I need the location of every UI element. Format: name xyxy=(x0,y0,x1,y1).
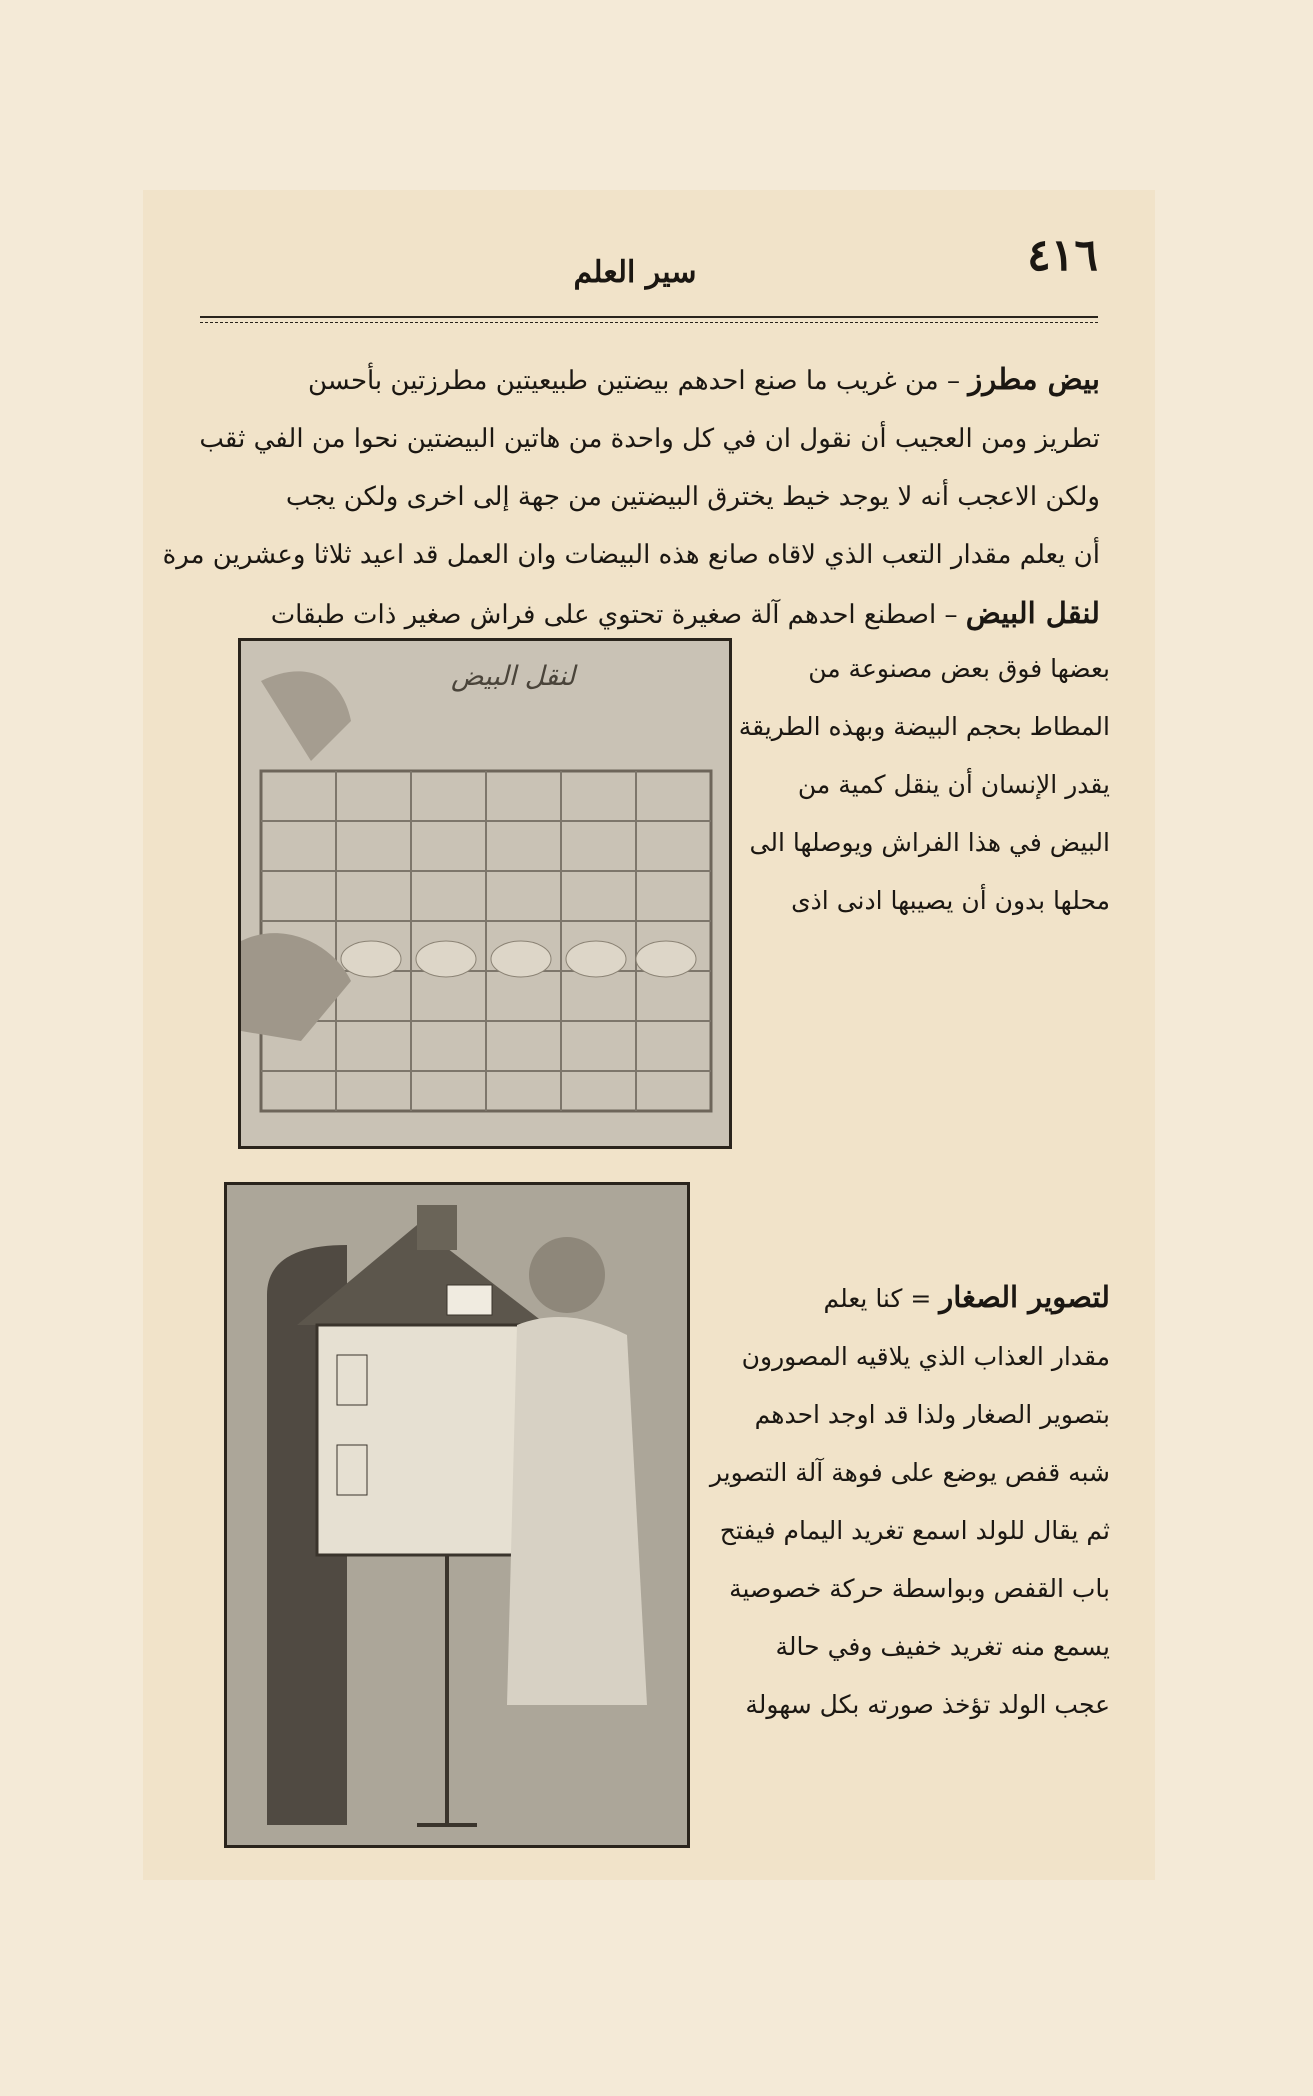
article-children-column xyxy=(709,1268,1110,1734)
article-children-line-2: مقدار العذاب الذي يلاقيه المصورون xyxy=(741,1342,1110,1371)
birdhouse-chimney xyxy=(417,1205,457,1250)
article-transport-title: لنقل البيض xyxy=(965,596,1100,630)
article-eggs xyxy=(162,350,1100,644)
egg-carrier-photo xyxy=(238,638,732,1149)
photographer-head xyxy=(529,1237,605,1313)
hand-shape-lower xyxy=(241,933,351,1041)
article-children-line-1: لتصوير الصغار = كنا يعلم xyxy=(823,1280,1110,1314)
article-transport-line-1: لنقل البيض – اصطنع احدهم آلة صغيرة تحتوي على فراش صغير ذات طبقات xyxy=(270,596,1100,630)
child-photography-photo xyxy=(224,1182,690,1848)
running-head: سير العلم xyxy=(573,255,697,290)
article-eggs-line-4: أن يعلم مقدار التعب الذي لاقاه صانع هذه البيضات وان العمل قد اعيد ثلاثا وعشرين مرة xyxy=(162,540,1100,570)
egg-carrier-photo-caption: لنقل البيض xyxy=(451,661,576,692)
article-transport-line-3: المطاط بحجم البيضة وبهذه الطريقة xyxy=(738,712,1110,741)
page-number: ٤١٦ xyxy=(1027,230,1098,281)
article-children-line-8: عجب الولد تؤخذ صورته بكل سهولة xyxy=(745,1690,1110,1719)
egg-carrier-illustration xyxy=(241,641,729,1146)
article-transport-line-5: البيض في هذا الفراش ويوصلها الى xyxy=(749,828,1110,857)
article-eggs-title: بيض مطرز xyxy=(968,362,1100,396)
article-children-line-3: بتصوير الصغار ولذا قد اوجد احدهم xyxy=(754,1400,1110,1429)
article-transport-line-6: محلها بدون أن يصيبها ادنى اذى xyxy=(791,886,1110,915)
egg-rack-grid xyxy=(261,771,711,1111)
birdhouse-body xyxy=(317,1325,532,1555)
article-children-line-7: يسمع منه تغريد خفيف وفي حالة xyxy=(775,1632,1110,1661)
article-children-line-6: باب القفص وبواسطة حركة خصوصية xyxy=(729,1574,1110,1603)
article-transport-column xyxy=(738,640,1110,930)
birdhouse-window xyxy=(447,1285,492,1315)
article-eggs-line-1: بيض مطرز – من غريب ما صنع احدهم بيضتين طبيعيتين مطرزتين بأحسن xyxy=(307,362,1100,396)
article-eggs-line-2: تطريز ومن العجيب أن نقول ان في كل واحدة من هاتين البيضتين نحوا من الفي ثقب xyxy=(199,424,1100,454)
photographer-illustration xyxy=(227,1185,687,1845)
article-children-line-4: شبه قفص يوضع على فوهة آلة التصوير xyxy=(709,1458,1110,1487)
article-eggs-line-3: ولكن الاعجب أنه لا يوجد خيط يخترق البيضتين من جهة إلى اخرى ولكن يجب xyxy=(285,482,1100,512)
photographer-coat xyxy=(507,1317,647,1705)
article-children-line-5: ثم يقال للولد اسمع تغريد اليمام فيفتح xyxy=(719,1516,1110,1545)
article-children-title: لتصوير الصغار xyxy=(939,1280,1110,1314)
article-transport-line-4: يقدر الإنسان أن ينقل كمية من xyxy=(797,770,1110,799)
header-rule xyxy=(200,316,1098,323)
article-transport-line-2: بعضها فوق بعض مصنوعة من xyxy=(808,654,1110,683)
hand-shape xyxy=(261,671,351,761)
